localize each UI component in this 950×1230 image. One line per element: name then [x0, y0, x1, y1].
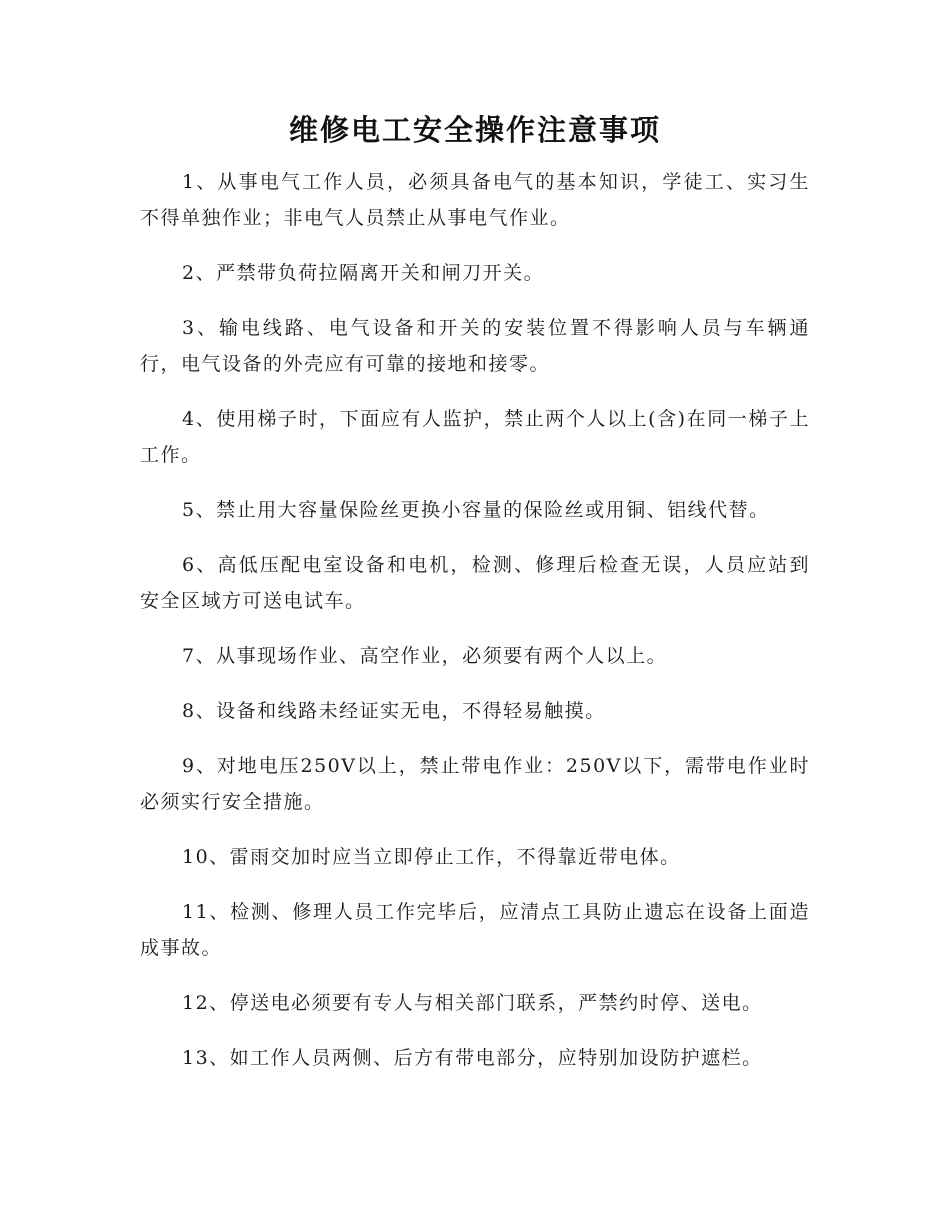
rule-item-3: 3、输电线路、电气设备和开关的安装位置不得影响人员与车辆通行，电气设备的外壳应有可靠的接地和接零。 — [140, 317, 810, 375]
rule-item-7: 7、从事现场作业、高空作业，必须要有两个人以上。 — [182, 645, 668, 667]
rule-item-12: 12、停送电必须要有专人与相关部门联系，严禁约时停、送电。 — [182, 992, 763, 1014]
rule-item-5: 5、禁止用大容量保险丝更换小容量的保险丝或用铜、铝线代替。 — [182, 499, 770, 521]
document-body — [140, 164, 810, 1095]
rule-item-8: 8、设备和线路未经证实无电，不得轻易触摸。 — [182, 700, 606, 722]
rule-item-9: 9、对地电压250V以上，禁止带电作业：250V以下，需带电作业时必须实行安全措施。 — [140, 755, 810, 813]
rule-item-13: 13、如工作人员两侧、后方有带电部分，应特别加设防护遮栏。 — [182, 1047, 763, 1069]
rule-item-6: 6、高低压配电室设备和电机，检测、修理后检查无误，人员应站到安全区域方可送电试车。 — [140, 554, 810, 612]
rule-item-11: 11、检测、修理人员工作完毕后，应清点工具防止遗忘在设备上面造成事故。 — [140, 901, 810, 959]
rule-item-10: 10、雷雨交加时应当立即停止工作，不得靠近带电体。 — [182, 846, 681, 868]
rule-item-2: 2、严禁带负荷拉隔离开关和闸刀开关。 — [182, 262, 545, 284]
rule-item-1: 1、从事电气工作人员，必须具备电气的基本知识，学徒工、实习生不得单独作业；非电气人员禁止从事电气作业。 — [140, 171, 810, 229]
rule-item-4: 4、使用梯子时，下面应有人监护，禁止两个人以上(含)在同一梯子上工作。 — [140, 408, 810, 466]
document-title: 维修电工安全操作注意事项 — [288, 113, 661, 147]
